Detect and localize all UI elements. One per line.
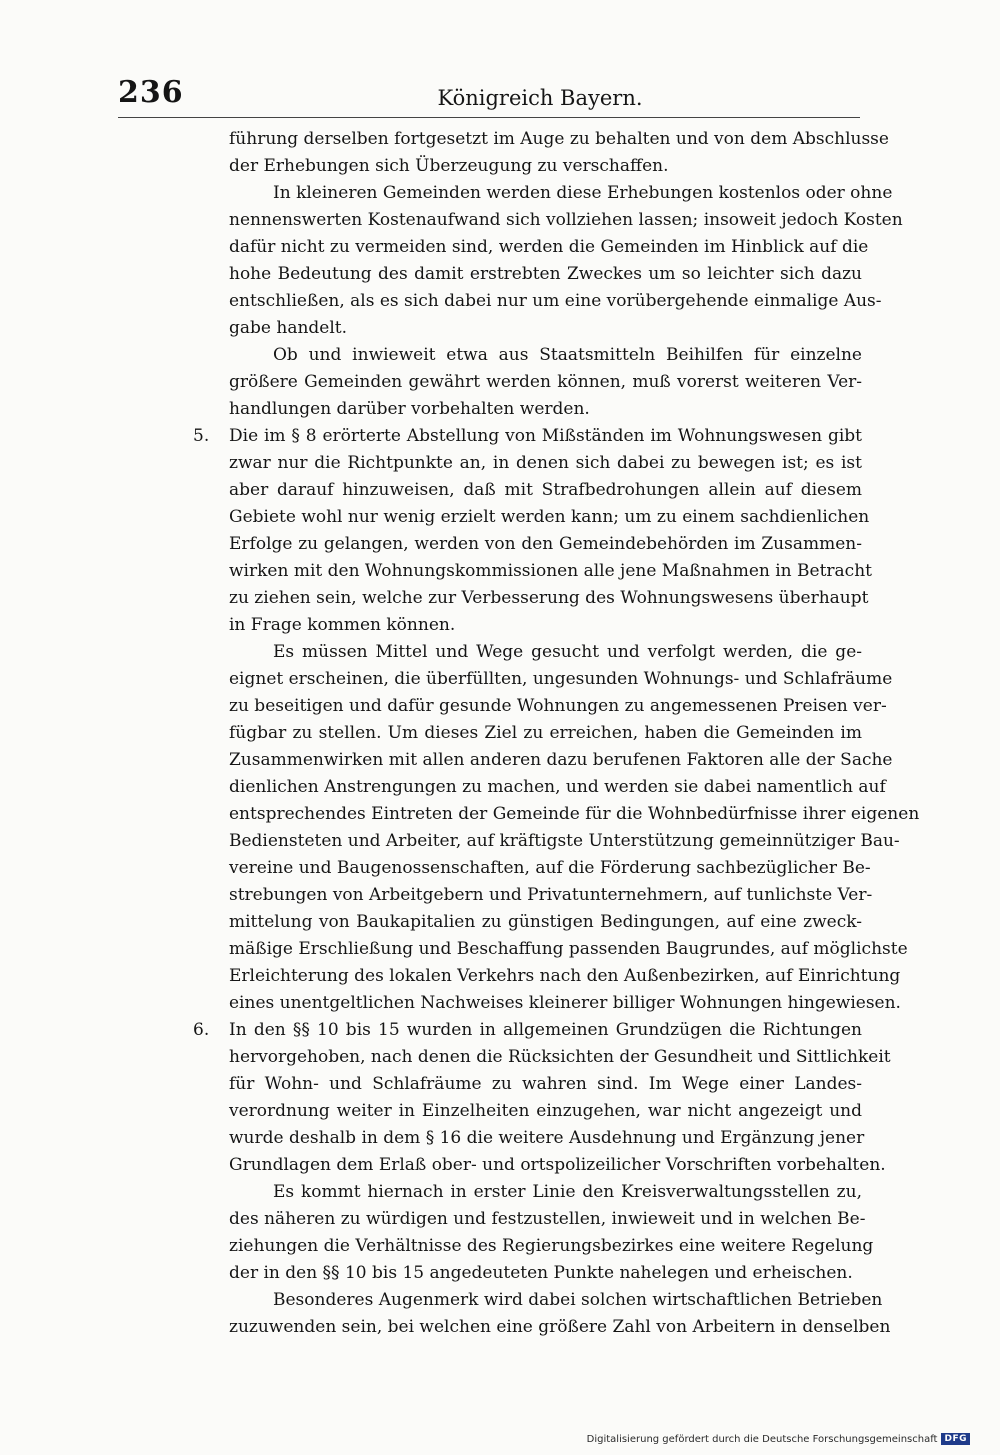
text-line: mittelung von Baukapitalien zu günstigen Bedingungen, auf eine zweck- [229, 912, 862, 932]
dfg-logo: DFG [941, 1433, 970, 1445]
text-line: entsprechendes Eintreten der Gemeinde für die Wohnbedürfnisse ihrer eigenen [229, 804, 920, 824]
text-line: fügbar zu stellen. Um dieses Ziel zu erreichen, haben die Gemeinden im [229, 723, 862, 743]
text-line: gabe handelt. [229, 318, 348, 338]
text-line: Besonderes Augenmerk wird dabei solchen wirtschaftlichen Betrieben [273, 1290, 883, 1310]
text-line: vereine und Baugenossenschaften, auf die Förderung sachbezüglicher Be- [229, 858, 871, 878]
digitization-credit [587, 1433, 970, 1445]
text-line: entschließen, als es sich dabei nur um eine vorübergehende einmalige Aus- [229, 291, 882, 311]
item-number: 6. [193, 1020, 210, 1040]
text-line: Zusammenwirken mit allen anderen dazu berufenen Faktoren alle der Sache [229, 750, 893, 770]
text-line: in Frage kommen können. [229, 615, 456, 635]
numbered-item-line [193, 423, 862, 450]
text-line: wurde deshalb in dem § 16 die weitere Ausdehnung und Ergänzung jener [229, 1128, 865, 1148]
text-line: hervorgehoben, nach denen die Rücksichten der Gesundheit und Sittlichkeit [229, 1047, 891, 1067]
text-line: größere Gemeinden gewährt werden können, muß vorerst weiteren Ver- [229, 372, 862, 392]
text-line: für Wohn- und Schlafräume zu wahren sind. Im Wege einer Landes- [229, 1074, 862, 1094]
text-line: Ob und inwieweit etwa aus Staatsmitteln Beihilfen für einzelne [273, 345, 862, 365]
text-line: eignet erscheinen, die überfüllten, ungesunden Wohnungs- und Schlafräume [229, 669, 893, 689]
text-line: Erleichterung des lokalen Verkehrs nach den Außenbezirken, auf Einrichtung [229, 966, 901, 986]
text-line: In den §§ 10 bis 15 wurden in allgemeinen Grundzügen die Richtungen [229, 1020, 862, 1040]
text-line: aber darauf hinzuweisen, daß mit Strafbedrohungen allein auf diesem [229, 480, 862, 500]
text-line: Gebiete wohl nur wenig erzielt werden kann; um zu einem sachdienlichen [229, 507, 870, 527]
text-line: der in den §§ 10 bis 15 angedeuteten Punkte nahelegen und erheischen. [229, 1263, 853, 1283]
text-line: mäßige Erschließung und Beschaffung passenden Baugrundes, auf möglichste [229, 939, 908, 959]
text-line: eines unentgeltlichen Nachweises kleinerer billiger Wohnungen hingewiesen. [229, 993, 901, 1013]
item-number: 5. [193, 426, 210, 446]
numbered-item-line [193, 1017, 862, 1044]
text-line: Es müssen Mittel und Wege gesucht und verfolgt werden, die ge- [273, 642, 862, 662]
text-line: zu ziehen sein, welche zur Verbesserung des Wohnungswesens überhaupt [229, 588, 869, 608]
text-line: ziehungen die Verhältnisse des Regierungsbezirkes eine weitere Regelung [229, 1236, 874, 1256]
text-line: Die im § 8 erörterte Abstellung von Mißständen im Wohnungswesen gibt [229, 426, 862, 446]
text-line: des näheren zu würdigen und festzustellen, inwieweit und in welchen Be- [229, 1209, 866, 1229]
text-line: Erfolge zu gelangen, werden von den Gemeindebehörden im Zusammen- [229, 534, 862, 554]
header-rule [118, 117, 860, 118]
text-line: In kleineren Gemeinden werden diese Erhebungen kostenlos oder ohne [273, 183, 893, 203]
text-line: Bediensteten und Arbeiter, auf kräftigste Unterstützung gemeinnütziger Bau- [229, 831, 900, 851]
text-line: hohe Bedeutung des damit erstrebten Zweckes um so leichter sich dazu [229, 264, 862, 284]
page-number: 236 [118, 75, 184, 110]
text-line: führung derselben fortgesetzt im Auge zu behalten und von dem Abschlusse [229, 129, 889, 149]
text-line: wirken mit den Wohnungskommissionen alle jene Maßnahmen in Betracht [229, 561, 872, 581]
text-line: dafür nicht zu vermeiden sind, werden die Gemeinden im Hinblick auf die [229, 237, 869, 257]
text-line: zwar nur die Richtpunkte an, in denen sich dabei zu bewegen ist; es ist [229, 453, 862, 473]
text-line: zu beseitigen und dafür gesunde Wohnungen zu angemessenen Preisen ver- [229, 696, 887, 716]
text-line: strebungen von Arbeitgebern und Privatunternehmern, auf tunlichste Ver- [229, 885, 873, 905]
credit-text: Digitalisierung gefördert durch die Deutsche Forschungsgemeinschaft [586, 1433, 938, 1445]
text-line: handlungen darüber vorbehalten werden. [229, 399, 590, 419]
text-line: zuzuwenden sein, bei welchen eine größere Zahl von Arbeitern in denselben [229, 1317, 891, 1337]
text-line: dienlichen Anstrengungen zu machen, und werden sie dabei namentlich auf [229, 777, 886, 797]
text-line: Grundlagen dem Erlaß ober- und ortspolizeilicher Vorschriften vorbehalten. [229, 1155, 886, 1175]
body-text [193, 126, 920, 1341]
text-line: verordnung weiter in Einzelheiten einzugehen, war nicht angezeigt und [229, 1101, 862, 1121]
text-line: nennenswerten Kostenaufwand sich vollziehen lassen; insoweit jedoch Kosten [229, 210, 903, 230]
running-title: Königreich Bayern. [437, 86, 643, 110]
text-line: Es kommt hiernach in erster Linie den Kreisverwaltungsstellen zu, [273, 1182, 862, 1202]
text-line: der Erhebungen sich Überzeugung zu verschaffen. [229, 156, 669, 176]
